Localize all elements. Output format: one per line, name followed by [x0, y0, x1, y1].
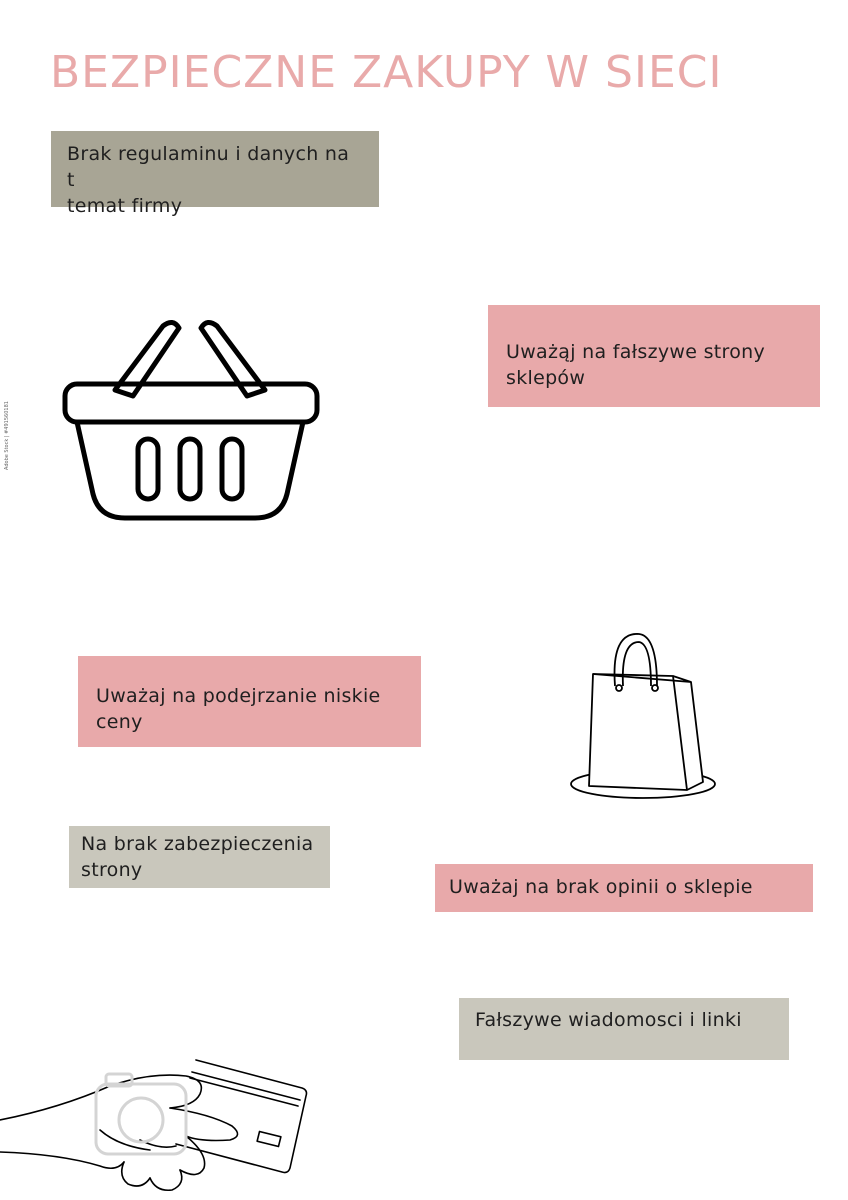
tip-box-low-prices — [78, 656, 421, 747]
stock-credit: Adobe Stock | #491560181 — [4, 401, 10, 470]
tip-box-fake-messages — [459, 998, 789, 1060]
tip-line: strony — [81, 859, 143, 881]
tip-line: Uważaj na podejrzanie niskie — [96, 685, 381, 707]
tip-box-fake-shops — [488, 305, 820, 407]
tip-line: Fałszywe wiadomosci i linki — [475, 1009, 742, 1031]
tip-line: Na brak zabezpieczenia — [81, 833, 314, 855]
tip-line: Uważąj na fałszywe strony — [506, 341, 766, 363]
tip-line: ceny — [96, 711, 143, 733]
tip-line: Uważaj na brak opinii o sklepie — [449, 876, 753, 898]
tip-box-no-security — [69, 826, 330, 888]
tip-line: Brak regulaminu i danych na t — [67, 143, 350, 191]
tip-box-terms — [51, 131, 379, 217]
page-title: BEZPIECZNE ZAKUPY W SIECI — [50, 47, 723, 99]
hand-card-icon — [0, 1050, 320, 1200]
shopping-basket-icon — [55, 312, 325, 532]
tip-line: temat firmy — [67, 195, 183, 217]
shopping-bag-icon — [565, 630, 725, 805]
tip-box-no-reviews — [435, 864, 813, 912]
tip-line: sklepów — [506, 367, 586, 389]
